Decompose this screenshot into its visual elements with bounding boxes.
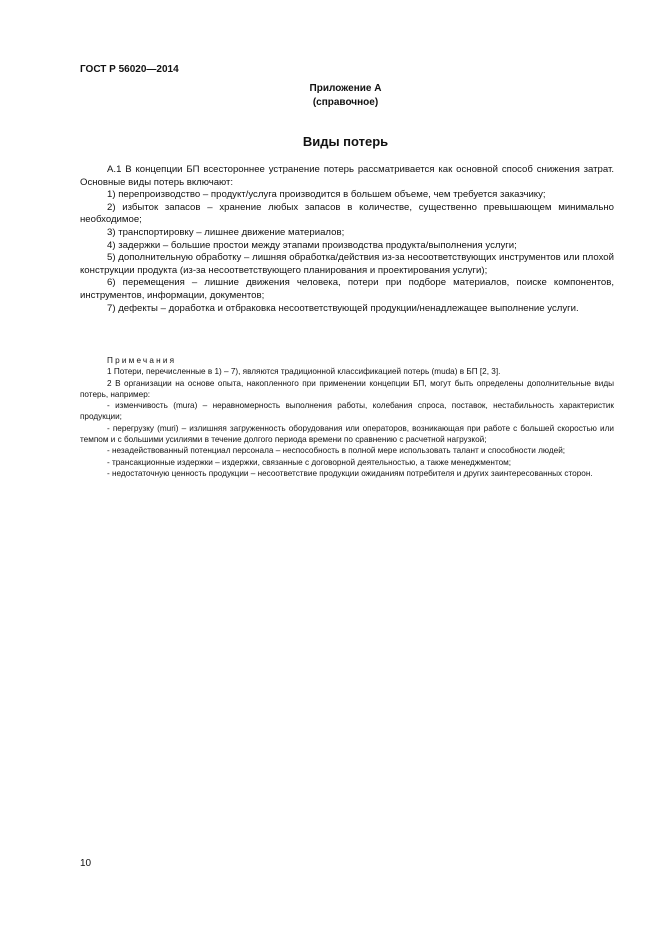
note-item: - перегрузку (muri) – излишняя загруженность оборудования или операторов, возникающая при работе с большей скоростью или темпом и с большими усилиями в течение долгого периода времени по сравнению с расчетной нагрузкой; <box>80 423 614 445</box>
list-item: 4) задержки – большие простои между этапами производства продукта/выполнения услуги; <box>107 239 517 251</box>
list-item: 2) избыток запасов – хранение любых запасов в количестве, существенно превышающем минимально необходимое; <box>80 201 614 226</box>
note-item: 1 Потери, перечисленные в 1) – 7), являются традиционной классификацией потерь (muda) в БП [2, 3]. <box>107 367 501 377</box>
note-item: - изменчивость (mura) – неравномерность выполнения работы, колебания спроса, поставок, нестабильность характеристик продукции; <box>80 401 614 422</box>
list-item: 6) перемещения – лишние движения человека, потери при подборе материалов, поиске компонентов, инструментов, информации, документов; <box>80 277 614 301</box>
note-item: 2 В организации на основе опыта, накопленного при применении концепции БП, могут быть определены дополнительные виды потерь, например: <box>80 378 614 399</box>
standard-code-header: ГОСТ Р 56020—2014 <box>80 64 179 75</box>
note-item: - трансакционные издержки – издержки, связанные с договорной деятельностью, а также менеджментом; <box>107 457 512 467</box>
page-number: 10 <box>80 858 92 869</box>
annex-title: Приложение А <box>309 83 382 94</box>
list-item: 1) перепроизводство – продукт/услуга производится в большем объеме, чем требуется заказчику; <box>107 189 546 201</box>
list-item: 5) дополнительную обработку – лишняя обработка/действия из-за несоответствующих инструментов или плохой конструкции продукта (из-за несоответствующего планирования и проектирования услуги); <box>80 252 614 276</box>
annex-subtitle: (справочное) <box>312 97 379 108</box>
notes-block <box>80 355 614 479</box>
paragraph-intro: А.1 В концепции БП всестороннее устранение потерь рассматривается как основной способ снижения затрат. Основные виды потерь включают: <box>80 164 614 188</box>
main-text <box>80 164 614 315</box>
list-item: 3) транспортировку – лишнее движение материалов; <box>107 226 345 238</box>
list-item: 7) дефекты – доработка и отбраковка несоответствующей продукции/ненадлежащее выполнение услуги. <box>107 302 579 314</box>
notes-title: Примечания <box>107 356 177 365</box>
note-item: - недостаточную ценность продукции – несоответствие продукции ожиданиям потребителя и других заинтересованных сторон. <box>107 468 593 478</box>
section-title: Виды потерь <box>302 134 389 149</box>
note-item: - незадействованный потенциал персонала – неспособность в полной мере использовать талант и способности людей; <box>107 446 566 456</box>
annex-heading <box>0 82 661 110</box>
